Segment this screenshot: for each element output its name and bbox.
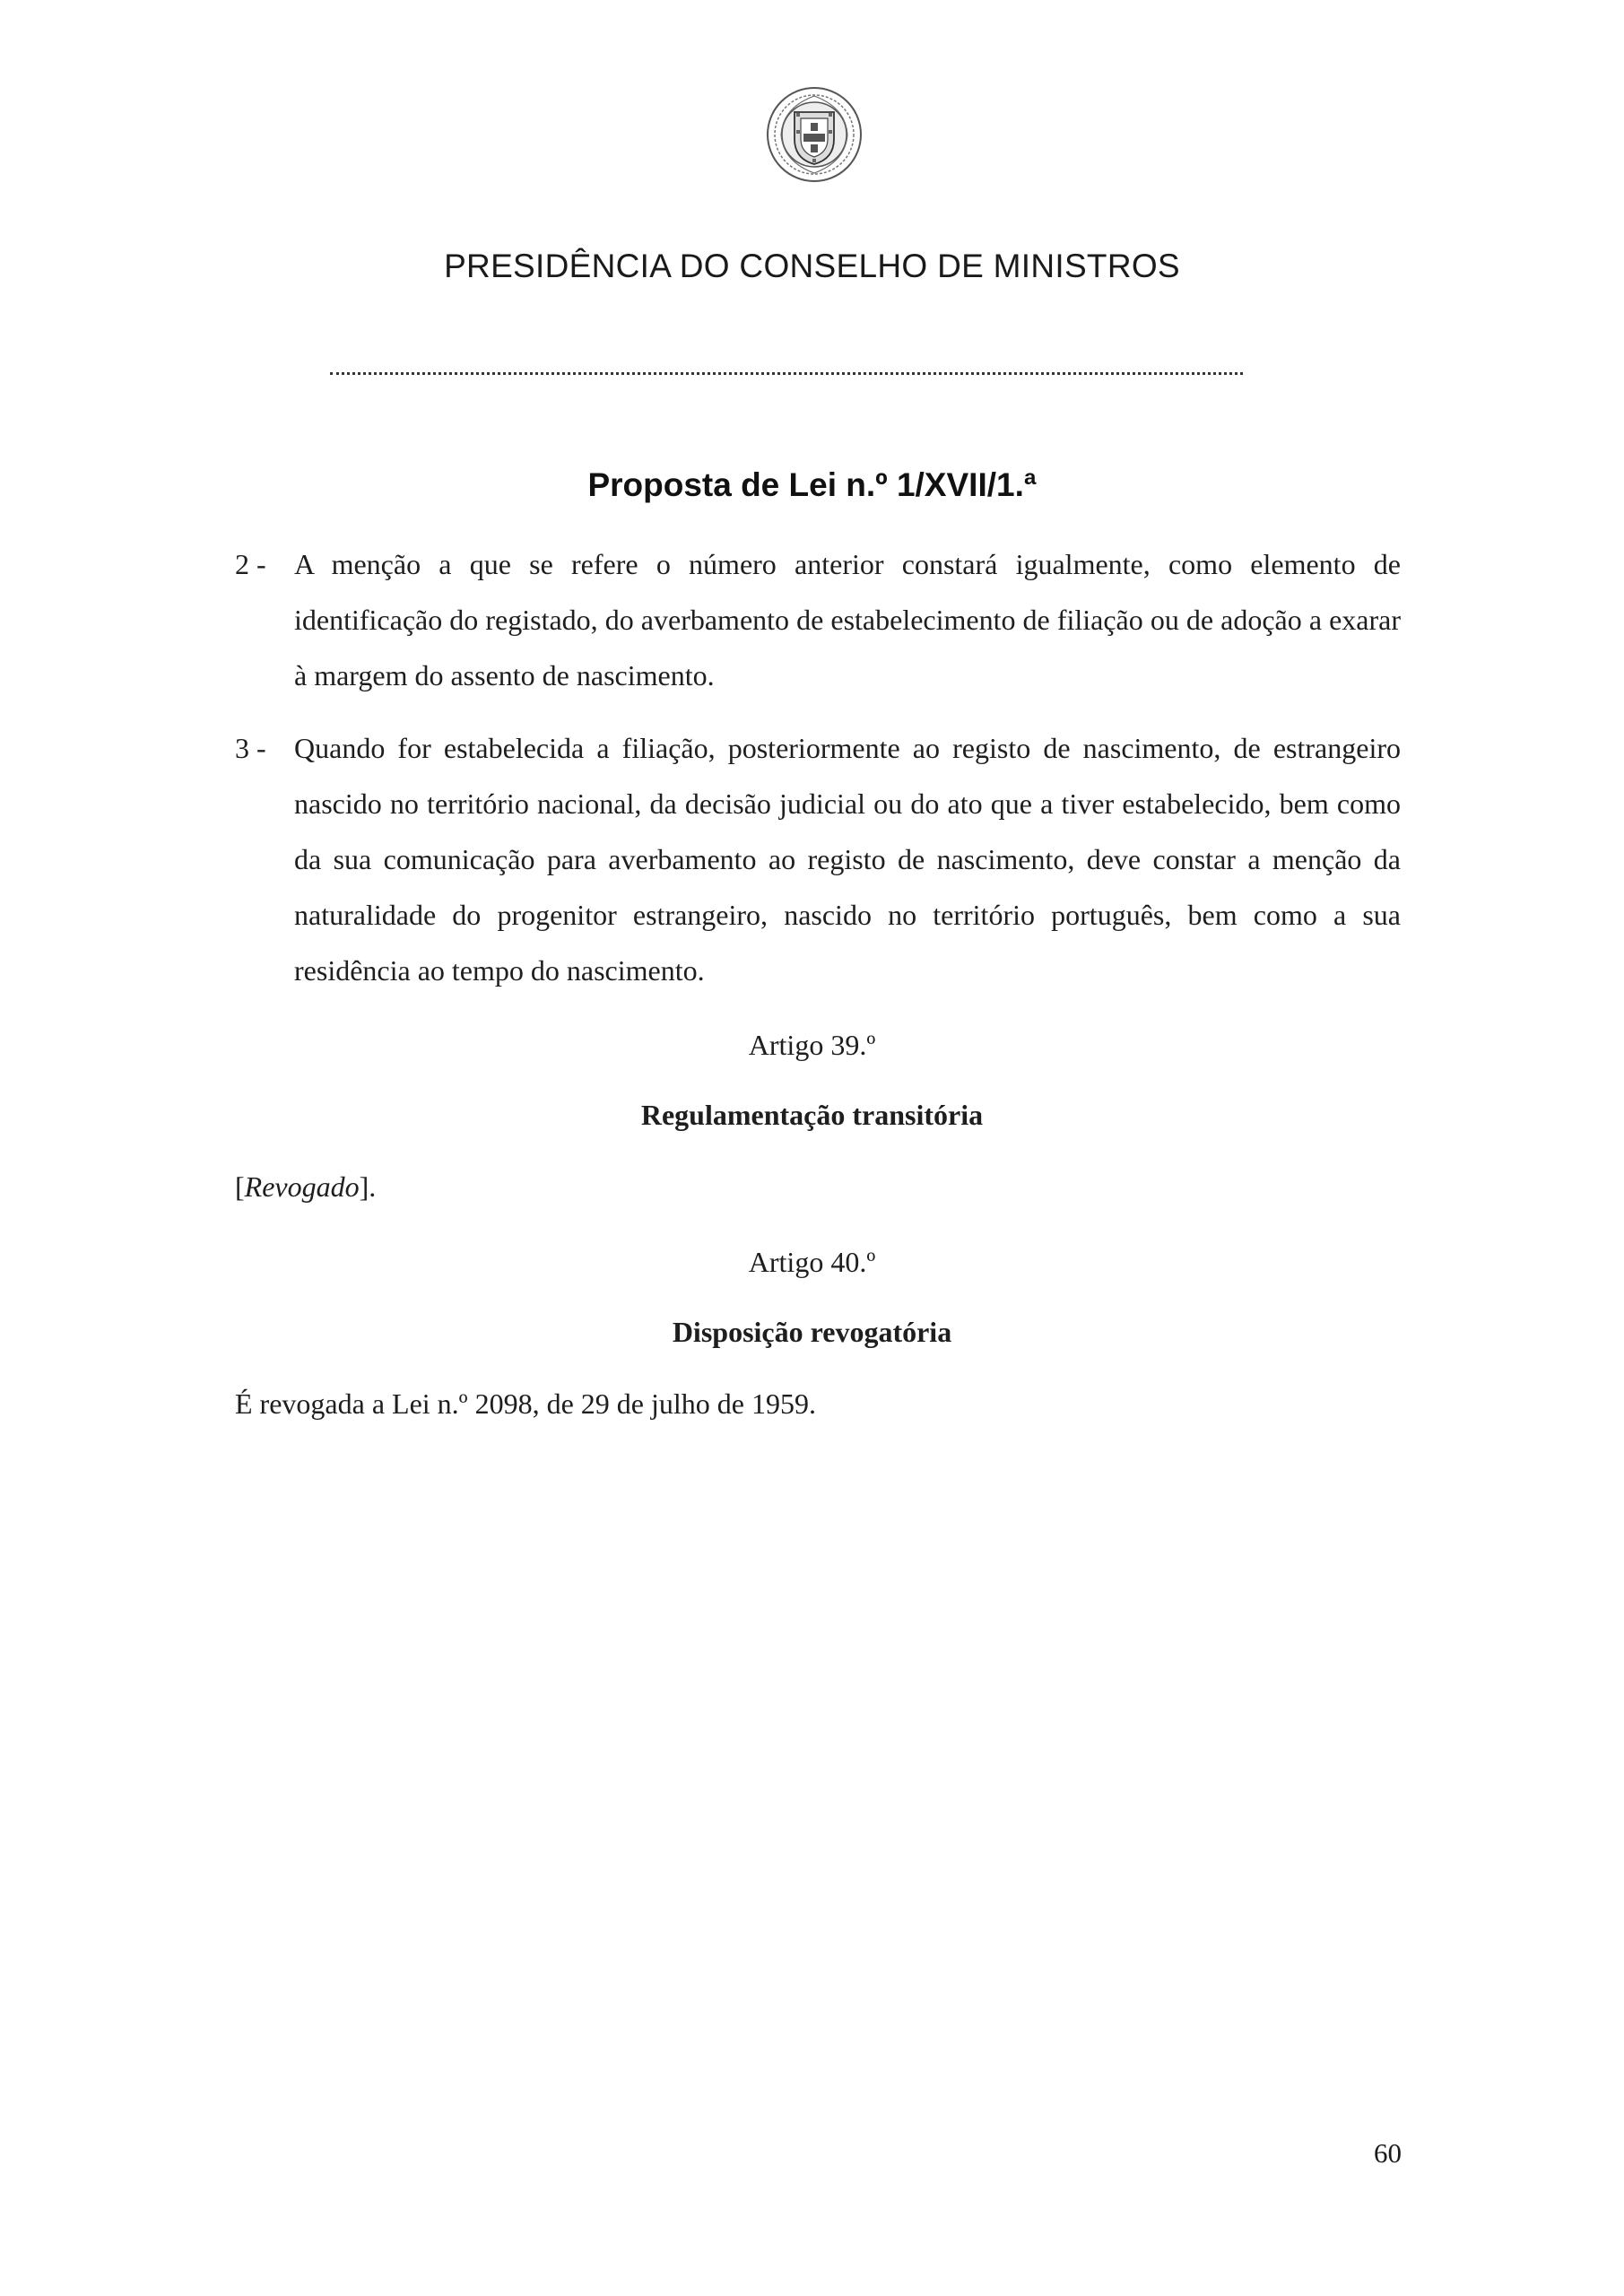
paragraph-number: 3 - xyxy=(235,732,266,764)
numbered-paragraph-2 xyxy=(235,536,1401,703)
paragraph-text: Quando for estabelecida a filiação, posteriormente ao registo de nascimento, de estrangeiro nascido no território nacional, da decisão judicial ou do ato que a tiver estabelecido, bem como da sua comunicação para averbamento ao registo de nascimento, deve constar a menção da naturalidade do progenitor estrangeiro, nascido no território português, bem como a sua residência ao tempo do nascimento. xyxy=(294,732,1401,987)
article-40-title: Disposição revogatória xyxy=(672,1316,952,1348)
revoked-label: Revogado xyxy=(244,1170,360,1203)
paragraph-number: 2 - xyxy=(235,548,266,580)
article-39-title: Regulamentação transitória xyxy=(640,1099,984,1131)
ministry-header: PRESIDÊNCIA DO CONSELHO DE MINISTROS xyxy=(444,248,1180,284)
page-number: 60 xyxy=(1374,2137,1402,2169)
numbered-paragraph-3 xyxy=(235,720,1401,998)
paragraph-text: A menção a que se refere o número anterior constará igualmente, como elemento de identificação do registado, do averbamento de estabelecimento de filiação ou de adoção a exarar à margem do assento de nascimento. xyxy=(294,548,1401,691)
proposal-title: Proposta de Lei n.º 1/XVII/1.ª xyxy=(587,466,1037,503)
article-39-heading: Artigo 39.º xyxy=(748,1029,876,1061)
coat-of-arms-icon xyxy=(765,85,864,184)
bracket-close: ]. xyxy=(359,1170,377,1203)
article-40-heading: Artigo 40.º xyxy=(748,1246,876,1278)
article-40-body: É revogada a Lei n.º 2098, de 29 de julho de 1959. xyxy=(235,1387,816,1420)
header-divider xyxy=(330,372,1243,375)
bracket-open: [ xyxy=(235,1170,245,1203)
article-39-body xyxy=(235,1159,376,1214)
